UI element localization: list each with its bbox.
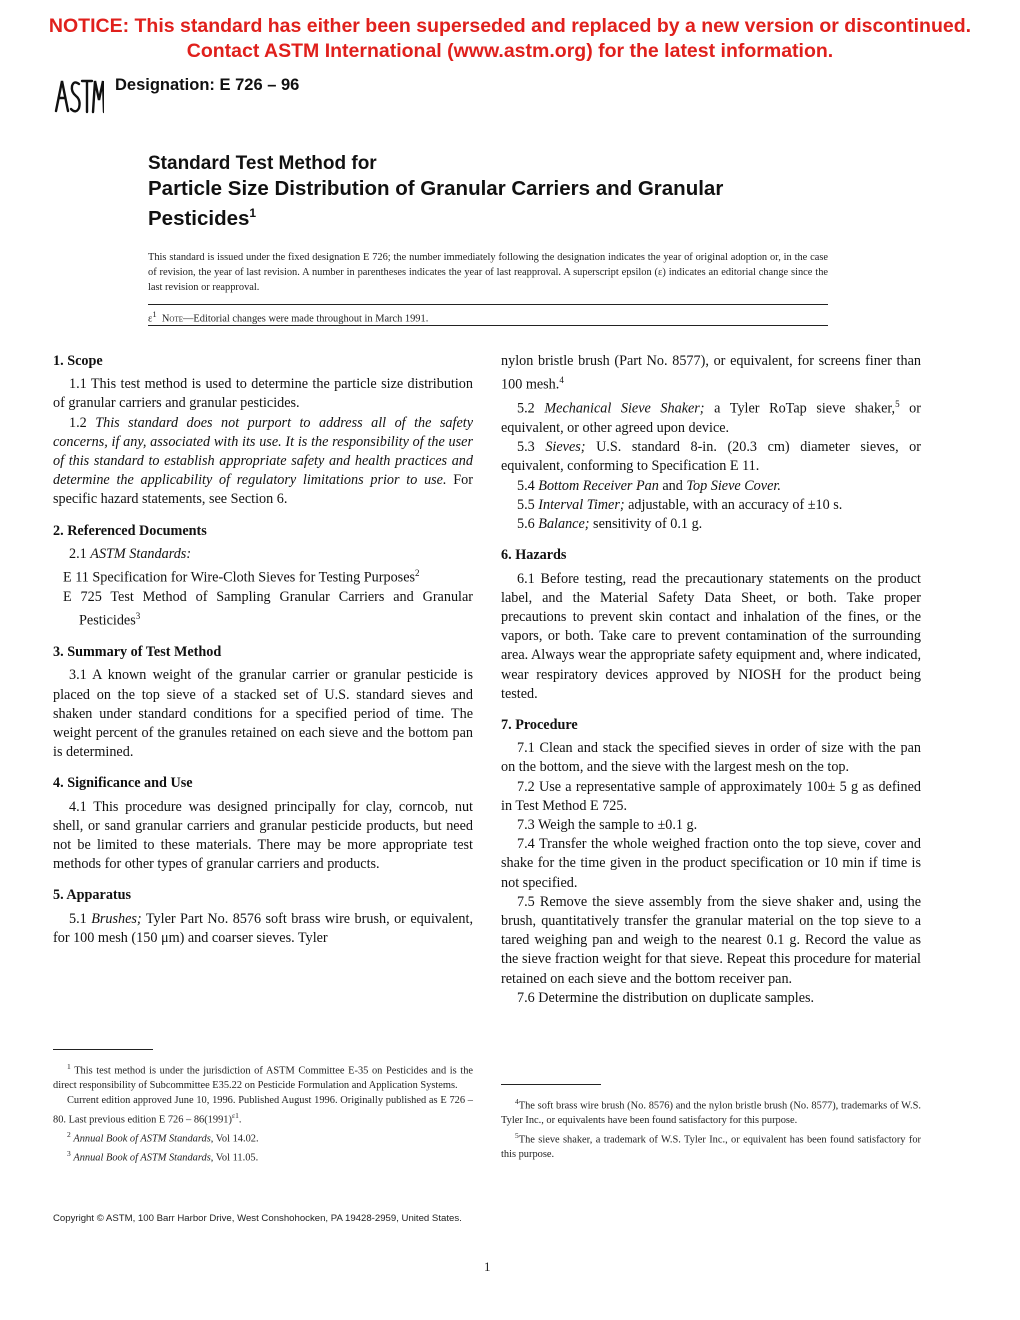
left-column [53, 352, 473, 948]
paragraph: 7.5 Remove the sieve assembly from the sieve shaker and, using the brush, quantitatively transfer the granular material on the top sieve to a tared weighing pan and weigh to the nearest 0.1 g. Record the value as the sieve fraction weight for that sieve. Repeat this procedure for material retained on each sieve and the bottom receiver pan. [501, 893, 921, 987]
astm-logo [52, 76, 104, 116]
epsilon-note [148, 309, 428, 324]
footnote-rule [501, 1084, 601, 1085]
title-line-2: Particle Size Distribution of Granular Carriers and Granular [148, 177, 724, 200]
epsilon-sup: 1 [152, 309, 157, 319]
section-heading: 7. Procedure [501, 716, 578, 733]
note-text: —Editorial changes were made throughout in March 1991. [183, 313, 429, 325]
paragraph: nylon bristle brush (Part No. 8577), or equivalent, for screens finer than 100 mesh.$^4$ [501, 353, 921, 393]
paragraph: 4.1 This procedure was designed principally for clay, corncob, nut shell, or sand granular carriers and granular pesticide products, but need not be limited to these materials. There may be more appropriate test methods for other types of granular carriers and products. [53, 798, 473, 873]
epsilon-mark: ε [148, 313, 153, 325]
copyright: Copyright © ASTM, 100 Barr Harbor Drive, West Conshohocken, PA 19428-2959, United States. [53, 1213, 462, 1224]
notice-line-1: NOTICE: This standard has either been superseded and replaced by a new version or discontinued. [48, 15, 972, 37]
section-heading: 2. Referenced Documents [53, 522, 207, 539]
page-number: 1 [484, 1259, 491, 1274]
paragraph: 5.2 Mechanical Sieve Shaker; a Tyler RoTap sieve shaker,$^5$ or equivalent, or other agreed upon device. [501, 399, 921, 437]
footnote: $^4$The soft brass wire brush (No. 8576) and the nylon bristle brush (No. 8577), trademarks of W.S. Tyler Inc., or equivalents have been found satisfactory for this purpose. [501, 1097, 921, 1127]
paragraph: 7.4 Transfer the whole weighed fraction onto the top sieve, cover and shake for the time given in the product specification or 10 min if time is not specified. [501, 836, 921, 891]
paragraph: 1.1 This test method is used to determine the particle size distribution of granular carriers and granular pesticides. [53, 376, 473, 412]
paragraph: 5.4 Bottom Receiver Pan and Top Sieve Cover. [517, 477, 781, 494]
paragraph: 5.6 Balance; sensitivity of 0.1 g. [517, 516, 703, 533]
title-footnote-mark: 1 [249, 206, 257, 220]
notice-line-2: Contact ASTM International (www.astm.org) for the latest information. [186, 40, 834, 62]
footnotes-right [501, 1095, 921, 1163]
reference-item: E 11 Specification for Wire-Cloth Sieves for Testing Purposes$^2$ [63, 568, 420, 586]
issuance-statement: This standard is issued under the fixed designation E 726; the number immediately following the designation indicates the year of original adoption or, in the case of revision, the year of last revision. A number in parentheses indicates the year of last reapproval. A superscript epsilon (ε) indicates an editorial change since the last revision or reapproval. [148, 252, 828, 293]
footnote: $^3$ Annual Book of ASTM Standards, Vol 11.05. [67, 1149, 259, 1164]
paragraph: 7.2 Use a representative sample of approximately 100± 5 g as defined in Test Method E 725. [501, 778, 921, 814]
right-column [501, 352, 921, 1008]
section-heading: 3. Summary of Test Method [53, 644, 222, 661]
section-heading: 4. Significance and Use [53, 775, 193, 792]
paragraph: 3.1 A known weight of the granular carrier or granular pesticide is placed on the top sieve of a stacked set of U.S. standard sieves and shaken under standard conditions for a specified period of time. The weight percent of the granules retained on each sieve and the bottom pan is determined. [53, 667, 473, 761]
footnote: $^5$The sieve shaker, a trademark of W.S. Tyler Inc., or equivalent has been found satisfactory for this purpose. [501, 1131, 921, 1161]
paragraph: 6.1 Before testing, read the precautionary statements on the product label, and the Material Safety Data Sheet, or both. Take proper precautions to prevent skin contact and inhalation of the fines, or the vapors, or both. Take care to prevent contamination of the surrounding area. Always wear the appropriate safety equipment and, where indicated, wear respiratory devices approved by NIOSH for the product being tested. [501, 570, 921, 702]
paragraph: 7.1 Clean and stack the specified sieves in order of size with the pan on the bottom, and the sieve with the largest mesh on the top. [501, 740, 921, 776]
paragraph: 5.1 Brushes; Tyler Part No. 8576 soft brass wire brush, or equivalent, for 100 mesh (150 μm) and coarser sieves. Tyler [53, 910, 473, 946]
paragraph: 7.3 Weigh the sample to ±0.1 g. [517, 816, 698, 833]
footnote: $^1$ This test method is under the jurisdiction of ASTM Committee E-35 on Pesticides and is the direct responsibility of Subcommittee E35.22 on Pesticide Formulation and Application Systems. [53, 1062, 473, 1092]
section-heading: 1. Scope [53, 353, 103, 369]
paragraph: 7.6 Determine the distribution on duplicate samples. [517, 989, 815, 1006]
designation: Designation: E 726 – 96 [115, 76, 300, 94]
paragraph: 1.2 This standard does not purport to address all of the safety concerns, if any, associated with its use. It is the responsibility of the user of this standard to establish appropriate safety and health practices and determine the applicability of regulatory limitations prior to use. For specific hazard statements, see Section 6. [53, 414, 473, 508]
title-line-1: Standard Test Method for [148, 153, 377, 174]
divider-rule [148, 304, 828, 305]
footnote: Current edition approved June 10, 1996. Published August 1996. Originally published as E 726 – 80. Last previous edition E $726 - 86(1991)^{\varepsilon 1}$. [53, 1095, 473, 1126]
note-label: Note [161, 313, 184, 325]
reference-item: E 725 Test Method of Sampling Granular Carriers and Granular Pesticides$^3$ [63, 588, 473, 629]
section-heading: 6. Hazards [501, 547, 567, 564]
footnote: $^2$ Annual Book of ASTM Standards, Vol 14.02. [67, 1130, 259, 1145]
section-heading: 5. Apparatus [53, 887, 132, 904]
paragraph: 2.1 ASTM Standards: [69, 545, 192, 562]
footnotes-left [53, 1060, 473, 1167]
paragraph: 5.3 Sieves; U.S. standard 8-in. (20.3 cm) diameter sieves, or equivalent, conforming to Specification E 11. [501, 439, 921, 475]
divider-rule [148, 325, 828, 326]
title-line-3: Pesticides [148, 206, 250, 230]
document-title [148, 152, 723, 231]
footnote-rule [53, 1049, 153, 1050]
paragraph: 5.5 Interval Timer; adjustable, with an accuracy of ±10 s. [517, 496, 843, 513]
